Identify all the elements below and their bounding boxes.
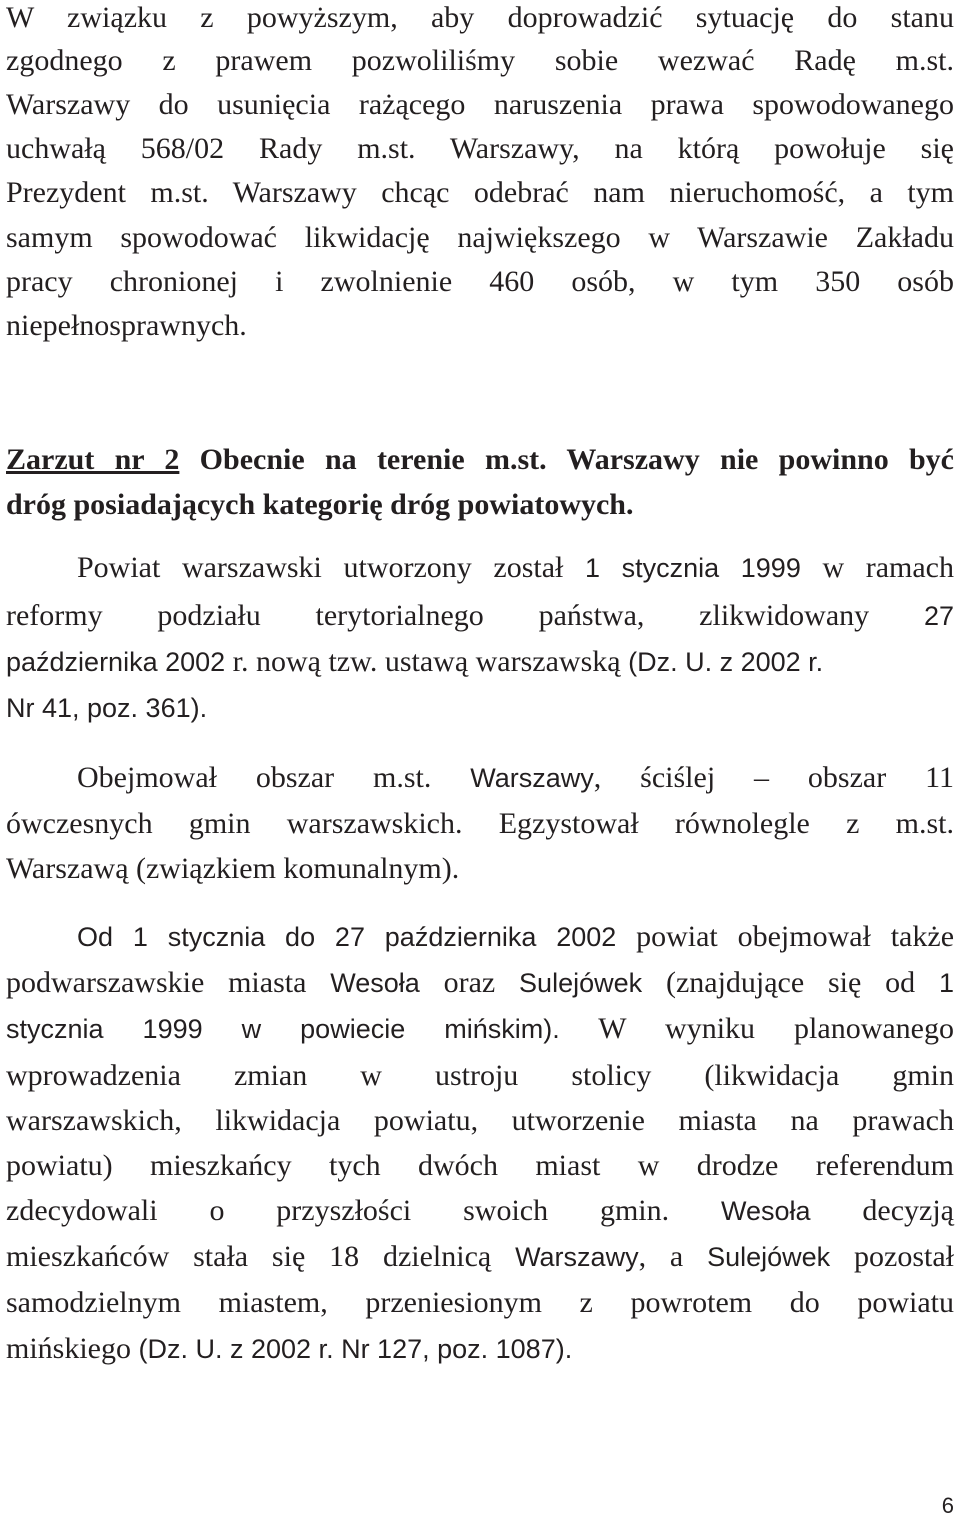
text-run: mińskiego xyxy=(6,1332,139,1365)
paragraph-3-line: Warszawą (związkiem komunalnym). xyxy=(6,852,460,885)
text-run: podwarszawskie miasta xyxy=(6,966,331,999)
text-run: pozostał xyxy=(830,1240,954,1273)
heading-text: Obecnie na terenie m.st. Warszawy nie powinno być xyxy=(179,443,954,476)
paragraph-3-line: ówczesnych gmin warszawskich. Egzystował równolegle z m.st. xyxy=(6,807,954,840)
paragraph-1-line: uchwałą 568/02 Rady m.st. Warszawy, na którą powołuje się xyxy=(6,132,954,165)
text-run: Sulejówek xyxy=(519,968,643,998)
paragraph-4-line xyxy=(6,1240,954,1274)
paragraph-4-line xyxy=(6,1194,954,1228)
heading-line-1 xyxy=(6,443,954,477)
text-run: Sulejówek xyxy=(707,1242,831,1272)
text-run: Warszawy xyxy=(515,1242,639,1272)
paragraph-3-line xyxy=(77,761,954,795)
paragraph-1-line: samym spowodować likwidację największego w Warszawie Zakładu xyxy=(6,221,954,254)
text-run: (Dz. U. z 2002 r. xyxy=(628,647,824,677)
paragraph-4-line: wprowadzenia zmian w ustroju stolicy (likwidacja gmin xyxy=(6,1059,954,1092)
text-run: 1 stycznia 1999 xyxy=(585,553,801,583)
text-run: Nr 41, poz. 361). xyxy=(6,693,208,723)
text-run: mieszkańców stała się 18 dzielnicą xyxy=(6,1240,516,1273)
text-run: powiat obejmował także xyxy=(616,920,955,953)
paragraph-1-line: pracy chronionej i zwolnienie 460 osób, w tym 350 osób xyxy=(6,265,954,298)
text-run: stycznia 1999 w powiecie mińskim). xyxy=(6,1014,560,1044)
text-run: , a xyxy=(638,1240,708,1273)
text-run: Powiat warszawski utworzony został xyxy=(77,551,585,584)
text-run: oraz xyxy=(419,966,520,999)
text-run: reformy podziału terytorialnego państwa, zlikwidowany xyxy=(6,599,924,632)
paragraph-1-line: W związku z powyższym, aby doprowadzić sytuację do stanu xyxy=(6,1,954,34)
paragraph-2-line xyxy=(6,645,954,679)
paragraph-1-line: Prezydent m.st. Warszawy chcąc odebrać nam nieruchomość, a tym xyxy=(6,176,954,209)
text-run: , ściślej – obszar 11 xyxy=(593,761,954,794)
paragraph-4-line xyxy=(6,966,954,1000)
text-run: zdecydowali o przyszłości swoich gmin. xyxy=(6,1194,721,1227)
paragraph-4-line xyxy=(77,920,954,954)
text-run: W wyniku planowanego xyxy=(559,1012,954,1045)
text-run: Wesoła xyxy=(720,1196,811,1226)
text-run: w ramach xyxy=(800,551,954,584)
paragraph-4-line: powiatu) mieszkańcy tych dwóch miast w drodze referendum xyxy=(6,1149,954,1182)
text-run: Wesoła xyxy=(330,968,420,998)
paragraph-2-line xyxy=(6,599,954,633)
text-run: października 2002 xyxy=(6,647,226,677)
heading-line-2: dróg posiadających kategorię dróg powiatowych. xyxy=(6,488,634,521)
text-run: r. nową tzw. ustawą warszawską xyxy=(225,645,629,678)
text-run: (znajdujące się od xyxy=(642,966,939,999)
paragraph-4-line xyxy=(6,1012,954,1046)
paragraph-4-line: samodzielnym miastem, przeniesionym z powrotem do powiatu xyxy=(6,1286,954,1319)
paragraph-1-line: niepełnosprawnych. xyxy=(6,309,247,342)
text-run: decyzją xyxy=(810,1194,954,1227)
page-number: 6 xyxy=(941,1493,954,1518)
text-run: Obejmował obszar m.st. xyxy=(77,761,471,794)
paragraph-2-line xyxy=(77,551,954,585)
paragraph-4-line: warszawskich, likwidacja powiatu, utworzenie miasta na prawach xyxy=(6,1104,954,1137)
paragraph-4-line xyxy=(6,1332,954,1366)
text-run: 27 xyxy=(923,601,954,631)
text-run: Warszawy xyxy=(470,763,594,793)
text-run: 1 xyxy=(938,968,955,998)
text-run: (Dz. U. z 2002 r. Nr 127, poz. 1087). xyxy=(138,1334,573,1364)
text-run: Od 1 stycznia do 27 października 2002 xyxy=(77,922,617,952)
heading-label: Zarzut nr 2 xyxy=(6,443,180,476)
paragraph-1-line: zgodnego z prawem pozwoliliśmy sobie wezwać Radę m.st. xyxy=(6,44,954,77)
paragraph-2-line xyxy=(6,691,954,725)
paragraph-1-line: Warszawy do usunięcia rażącego naruszenia prawa spowodowanego xyxy=(6,88,954,121)
